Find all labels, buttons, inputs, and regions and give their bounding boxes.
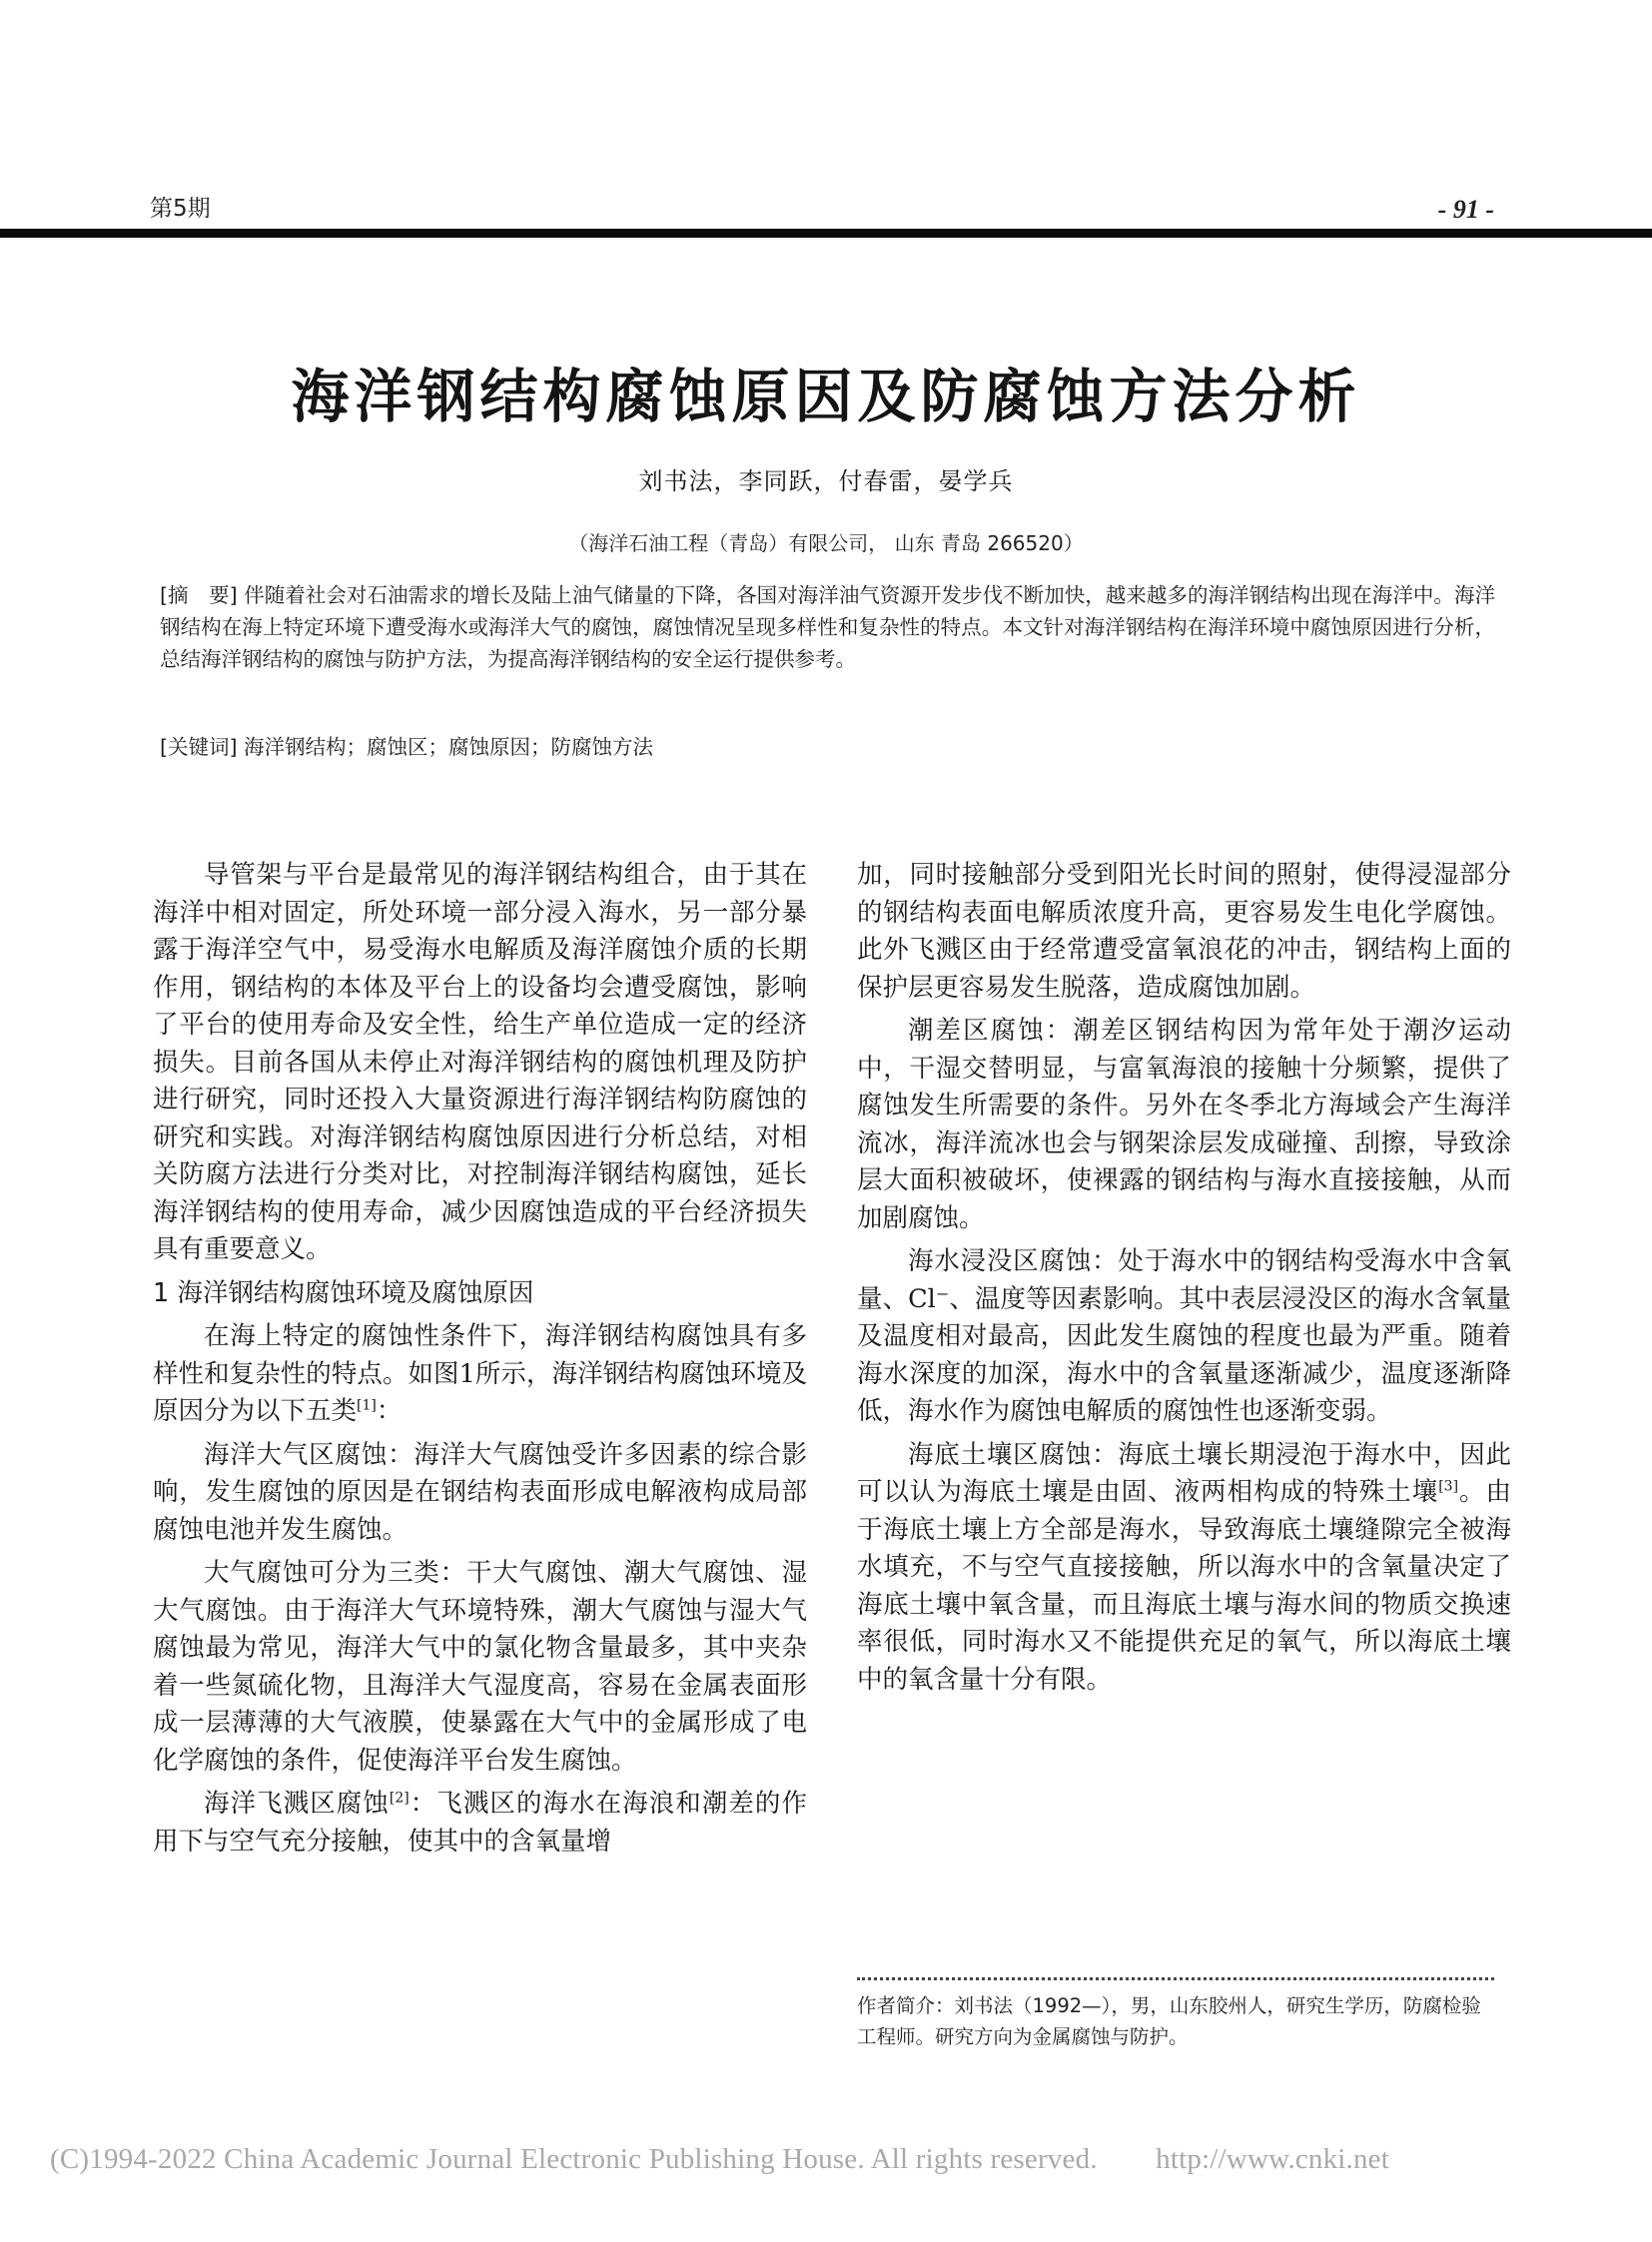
author-list: 刘书法，李同跃，付春雷，晏学兵 bbox=[638, 467, 1014, 495]
paragraph-text-end: ： bbox=[376, 1396, 403, 1426]
keywords bbox=[160, 731, 653, 763]
article-title: 海洋钢结构腐蚀原因及防腐蚀方法分析 bbox=[291, 363, 1361, 430]
right-column bbox=[857, 857, 1511, 1705]
atmospheric-types-paragraph: 大气腐蚀可分为三类：干大气腐蚀、潮大气腐蚀、湿大气腐蚀。由于海洋大气环境特殊，潮大气腐蚀与湿大气腐蚀最为常见，海洋大气中的氯化物含量最多，其中夹杂着一些氮硫化物，且海洋大气湿度高，容易在金属表面形成一层薄薄的大气液膜，使暴露在大气中的金属形成了电化学腐蚀的条件，促使海洋平台发生腐蚀。 bbox=[153, 1558, 807, 1776]
immersion-zone-paragraph: 海水浸没区腐蚀：处于海水中的钢结构受海水中含氧量、Cl⁻、温度等因素影响。其中表层浸没区的海水含氧量及温度相对最高，因此发生腐蚀的程度也最为严重。随着海水深度的加深，海水中的含氧量逐渐减少，温度逐渐降低，海水作为腐蚀电解质的腐蚀性也逐渐变弱。 bbox=[857, 1246, 1511, 1426]
citation-ref: [1] bbox=[357, 1397, 377, 1414]
abstract bbox=[160, 579, 1495, 675]
paragraph-text: 在海上特定的腐蚀性条件下，海洋钢结构腐蚀具有多样性和复杂性的特点。如图1所示，海洋钢结构腐蚀环境及原因分为以下五类 bbox=[153, 1321, 807, 1426]
atmospheric-zone-paragraph: 海洋大气区腐蚀：海洋大气腐蚀受许多因素的综合影响，发生腐蚀的原因是在钢结构表面形成电解液构成局部腐蚀电池并发生腐蚀。 bbox=[153, 1439, 807, 1545]
page-number: - 91 - bbox=[1437, 195, 1494, 224]
affiliation: （海洋石油工程（青岛）有限公司， 山东 青岛 266520） bbox=[568, 531, 1084, 555]
splash-zone-continuation: 加，同时接触部分受到阳光长时间的照射，使得浸湿部分的钢结构表面电解质浓度升高，更容易发生电化学腐蚀。此外飞溅区由于经常遭受富氧浪花的冲击，钢结构上面的保护层更容易发生脱落，造成腐蚀加剧。 bbox=[857, 860, 1511, 1003]
abstract-text: 伴随着社会对石油需求的增长及陆上油气储量的下降，各国对海洋油气资源开发步伐不断加快，越来越多的海洋钢结构出现在海洋中。海洋钢结构在海上特定环境下遭受海水或海洋大气的腐蚀，腐蚀情况呈现多样性和复杂性的特点。本文针对海洋钢结构在海洋环境中腐蚀原因进行分析，总结海洋钢结构的腐蚀与防护方法，为提高海洋钢结构的安全运行提供参考。 bbox=[160, 583, 1495, 671]
left-column bbox=[153, 857, 807, 1867]
intro-paragraph: 导管架与平台是最常见的海洋钢结构组合，由于其在海洋中相对固定，所处环境一部分浸入海水，另一部分暴露于海洋空气中，易受海水电解质及海洋腐蚀介质的长期作用，钢结构的本体及平台上的设备均会遭受腐蚀，影响了平台的使用寿命及安全性，给生产单位造成一定的经济损失。目前各国从未停止对海洋钢结构的腐蚀机理及防护进行研究，同时还投入大量资源进行海洋钢结构防腐蚀的研究和实践。对海洋钢结构腐蚀原因进行分析总结，对相关防腐方法进行分类对比，对控制海洋钢结构腐蚀，延长海洋钢结构的使用寿命，减少因腐蚀造成的平台经济损失具有重要意义。 bbox=[153, 860, 807, 1264]
paragraph-text: 海洋飞溅区腐蚀 bbox=[204, 1789, 390, 1819]
section-heading: 1 海洋钢结构腐蚀环境及腐蚀原因 bbox=[153, 1277, 534, 1308]
issue-number: 第5期 bbox=[150, 196, 211, 222]
paragraph-text: 海底土壤区腐蚀：海底土壤长期浸泡于海水中，因此可以认为海底土壤是由固、液两相构成的特殊土壤 bbox=[857, 1439, 1511, 1507]
header-rule bbox=[0, 229, 1652, 238]
footnote-text: 刘书法（1992—），男，山东胶州人，研究生学历，防腐检验工程师。研究方向为金属腐蚀与防护。 bbox=[857, 1994, 1481, 2048]
abstract-label: [摘 要] bbox=[160, 583, 238, 607]
splash-zone-paragraph bbox=[153, 1786, 807, 1861]
paragraph-text-rest: ：飞溅区的海水在海浪和潮差的作用下与空气充分接触，使其中的含氧量增 bbox=[153, 1789, 807, 1857]
section-paragraph bbox=[153, 1318, 807, 1431]
keywords-text: 海洋钢结构；腐蚀区；腐蚀原因；防腐蚀方法 bbox=[244, 735, 654, 759]
seabed-soil-paragraph bbox=[857, 1437, 1511, 1700]
copyright-watermark: (C)1994-2022 China Academic Journal Electronic Publishing House. All rights reserved. http://www.cnki.net bbox=[50, 2143, 1390, 2175]
citation-ref: [2] bbox=[389, 1790, 410, 1807]
paragraph-text-rest: 。由于海底土壤上方全部是海水，导致海底土壤缝隙完全被海水填充，不与空气直接接触，所以海水中的含氧量决定了海底土壤中氧含量，而且海底土壤与海水间的物质交换速率很低，同时海水又不能提供充足的氧气，所以海底土壤中的氧含量十分有限。 bbox=[857, 1477, 1511, 1695]
author-footnote bbox=[857, 1990, 1496, 2052]
keywords-label: [关键词] bbox=[160, 735, 238, 759]
footnote-divider bbox=[857, 1977, 1494, 1980]
footnote-label: 作者简介： bbox=[857, 1994, 955, 2017]
citation-ref: [3] bbox=[1438, 1478, 1459, 1495]
tidal-zone-paragraph: 潮差区腐蚀：潮差区钢结构因为常年处于潮汐运动中，干湿交替明显，与富氧海浪的接触十分频繁，提供了腐蚀发生所需要的条件。另外在冬季北方海域会产生海洋流冰，海洋流冰也会与钢架涂层发成碰撞、刮擦，导致涂层大面积被破坏，使裸露的钢结构与海水直接接触，从而加剧腐蚀。 bbox=[857, 1016, 1511, 1233]
